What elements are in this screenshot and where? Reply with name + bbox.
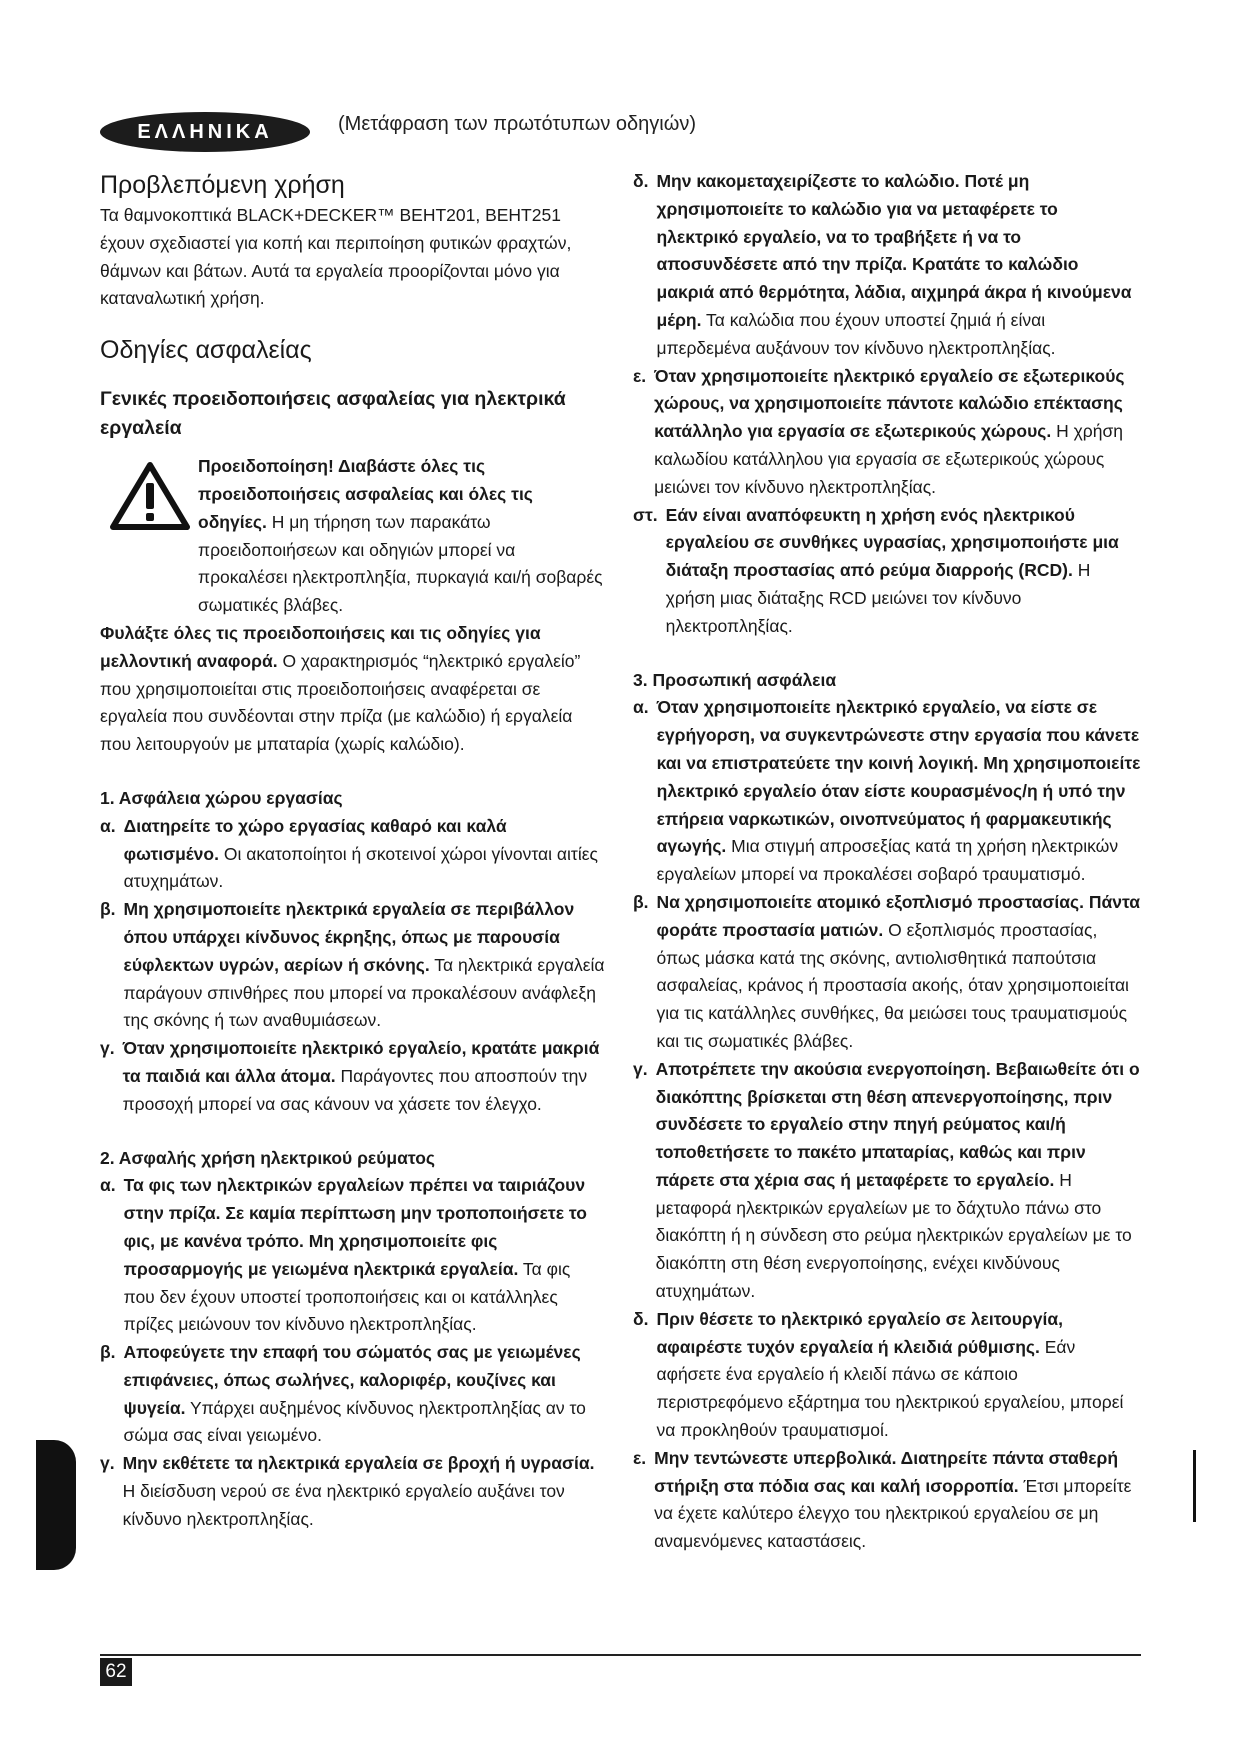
left-column bbox=[100, 168, 605, 1534]
list-item: ε. Μην τεντώνεστε υπερβολικά. Διατηρείτε πάντα σταθερή στήριξη στα πόδια σας και καλή ισορροπία. Έτσι μπορείτε να έχετε καλύτερο έλεγχο του ηλεκτρικού εργαλείου σε μη αναμενόμενες καταστάσεις. bbox=[633, 1447, 1132, 1552]
list-item: β. Αποφεύγετε την επαφή του σώματός σας με γειωμένες επιφάνειες, όπως σωλήνες, καλοριφέρ, κουζίνες και ψυγεία. Υπάρχει αυξημένος κίνδυνος ηλεκτροπληξίας αν το σώμα σας είναι γειωμένο. bbox=[100, 1342, 586, 1446]
section-3-title: 3. Προσωπική ασφάλεια bbox=[633, 669, 837, 690]
list-item: ε. Όταν χρησιμοποιείτε ηλεκτρικό εργαλείο σε εξωτερικούς χώρους, να χρησιμοποιείτε πάντοτε καλώδιο επέκτασης κατάλληλο για εργασία σε εξωτερικούς χώρους. Η χρήση καλωδίου κατάλληλου για εργασία σε εξωτερικούς χώρους μειώνει τον κίνδυνο ηλεκτροπληξίας. bbox=[633, 365, 1125, 497]
list-item: α. Διατηρείτε το χώρο εργασίας καθαρό και καλά φωτισμένο. Οι ακατοποίητοι ή σκοτεινοί χώροι γίνονται αιτίες ατυχημάτων. bbox=[100, 815, 598, 892]
footer-rule bbox=[100, 1654, 1141, 1656]
page-number: 62 bbox=[100, 1658, 132, 1686]
intended-use-text: Τα θαμνοκοπτικά BLACK+DECKER™ BEHT201, BEHT251 έχουν σχεδιαστεί για κοπή και περιποίηση φυτικών φραχτών, θάμνων και βάτων. Αυτά τα εργαλεία προορίζονται μόνο για καταναλωτική χρήση. bbox=[100, 205, 572, 309]
translation-note: (Μετάφραση των πρωτότυπων οδηγιών) bbox=[338, 113, 697, 135]
keep-instructions-text: Ο χαρακτηρισμός “ηλεκτρικό εργαλείο” που χρησιμοποιείται στις προειδοποιήσεις αναφέρεται σε εργαλεία που συνδέονται στην πρίζα (με καλώδιο) ή εργαλεία που λειτουργούν με μπαταρία (χωρίς καλώδιο). bbox=[100, 650, 581, 755]
section-2-title: 2. Ασφαλής χρήση ηλεκτρικού ρεύματος bbox=[100, 1147, 435, 1168]
warning-bold: Προειδοποίηση! Διαβάστε όλες τις προειδοποιήσεις ασφαλείας και όλες τις οδηγίες. bbox=[198, 456, 533, 532]
right-column bbox=[633, 168, 1141, 1556]
list-item: α. Όταν χρησιμοποιείτε ηλεκτρικό εργαλείο, να είστε σε εγρήγορση, να συγκεντρώνεστε στην εργασία που κάνετε και να επιστρατεύετε την κοινή λογική. Μη χρησιμοποιείτε ηλεκτρικό εργαλείο όταν είστε κουρασμένος/η ή υπό την επήρεια ναρκωτικών, οινοπνεύματος ή φαρμακευτικής αγωγής. Μια στιγμή απροσεξίας κατά τη χρήση ηλεκτρικών εργαλείων μπορεί να προκαλέσει σοβαρό τραυματισμό. bbox=[633, 697, 1141, 885]
list-item: β. Μη χρησιμοποιείτε ηλεκτρικά εργαλεία σε περιβάλλον όπου υπάρχει κίνδυνος έκρηξης, όπως με παρουσία εύφλεκτων υγρών, αερίων ή σκόνης. Τα ηλεκτρικά εργαλεία παράγουν σπινθήρες που μπορεί να προκαλέσουν ανάφλεξη της σκόνης ή των αναθυμιάσεων. bbox=[100, 899, 605, 1031]
list-item: α. Τα φις των ηλεκτρικών εργαλείων πρέπει να ταιριάζουν στην πρίζα. Σε καμία περίπτωση μην τροποποιήσετε το φις, με κανένα τρόπο. Μη χρησιμοποιείτε φις προσαρμογής με γειωμένα ηλεκτρικά εργαλεία. Τα φις που δεν έχουν υποστεί τροποποιήσεις και οι κατάλληλες πρίζες μειώνουν τον κίνδυνο ηλεκτροπληξίας. bbox=[100, 1175, 587, 1335]
keep-instructions-bold: Φυλάξτε όλες τις προειδοποιήσεις και τις οδηγίες για μελλοντική αναφορά. bbox=[100, 622, 541, 671]
warning-block bbox=[100, 453, 605, 620]
safety-title: Οδηγίες ασφαλείας bbox=[100, 336, 312, 365]
general-warnings-title: Γενικές προειδοποιήσεις ασφαλείας για ηλεκτρικά εργαλεία bbox=[100, 388, 566, 440]
list-item: γ. Αποτρέπετε την ακούσια ενεργοποίηση. Βεβαιωθείτε ότι ο διακόπτης βρίσκεται στη θέση απενεργοποίησης, πριν συνδέσετε το εργαλείο στην πηγή ρεύματος και/ή τοποθετήσετε το πακέτο μπαταρίας, καθώς και πριν πάρετε στα χέρια σας ή μεταφέρετε το εργαλείο. Η μεταφορά ηλεκτρικών εργαλείων με το δάχτυλο πάνω στο διακόπτη ή η σύνδεση στο ρεύμα ηλεκτρικών εργαλείων με το διακόπτη στη θέση ενεργοποίησης, ενέχει κινδύνους ατυχημάτων. bbox=[633, 1058, 1140, 1302]
warning-triangle-icon bbox=[110, 453, 195, 620]
warning-text: Η μη τήρηση των παρακάτω προειδοποιήσεων και οδηγιών μπορεί να προκαλέσει ηλεκτροπληξία, πυρκαγιά και/ή σοβαρές σωματικές βλάβες. bbox=[198, 511, 603, 616]
list-item: δ. Πριν θέσετε το ηλεκτρικό εργαλείο σε λειτουργία, αφαιρέστε τυχόν εργαλεία ή κλειδιά ρύθμισης. Εάν αφήσετε ένα εργαλείο ή κλειδί πάνω σε κάποιο περιστρεφόμενο εξάρτημα του ηλεκτρικού εργαλείου, μπορεί να προκληθούν τραυματισμοί. bbox=[633, 1308, 1124, 1441]
list-item: γ. Μην εκθέτετε τα ηλεκτρικά εργαλεία σε βροχή ή υγρασία. Η διείσδυση νερού σε ένα ηλεκτρικό εργαλείο αυξάνει τον κίνδυνο ηλεκτροπληξίας. bbox=[100, 1453, 595, 1529]
section-1-title: 1. Ασφάλεια χώρου εργασίας bbox=[100, 787, 343, 808]
list-item: β. Να χρησιμοποιείτε ατομικό εξοπλισμό προστασίας. Πάντα φοράτε προστασία ματιών. Ο εξοπλισμός προστασίας, όπως μάσκα κατά της σκόνης, αντιολισθητικά παπούτσια ασφαλείας, κράνος ή προστασία ακοής, όταν χρησιμοποιείται για τις κατάλληλες συνθήκες, θα μειώσει τους τραυματισμούς και τις σωματικές βλάβες. bbox=[633, 891, 1141, 1051]
list-item: δ. Μην κακομεταχειρίζεστε το καλώδιο. Ποτέ μη χρησιμοποιείτε το καλώδιο για να μεταφέρετε το ηλεκτρικό εργαλείο, να το τραβήξετε ή να το αποσυνδέσετε από την πρίζα. Κρατάτε το καλώδιο μακριά από θερμότητα, λάδια, αιχμηρά άκρα ή κινούμενα μέρη. Τα καλώδια που έχουν υποστεί ζημιά ή είναι μπερδεμένα αυξάνουν τον κίνδυνο ηλεκτροπληξίας. bbox=[633, 171, 1132, 358]
list-item: γ. Όταν χρησιμοποιείτε ηλεκτρικό εργαλείο, κρατάτε μακριά τα παιδιά και άλλα άτομα. Παράγοντες που αποσπούν την προσοχή μπορεί να σας κάνουν να χάσετε τον έλεγχο. bbox=[100, 1038, 600, 1114]
language-badge: ΕΛΛΗΝΙΚΑ bbox=[100, 112, 310, 152]
intended-use-title: Προβλεπόμενη χρήση bbox=[100, 171, 345, 199]
list-item: στ. Εάν είναι αναπόφευκτη η χρήση ενός ηλεκτρικού εργαλείου σε συνθήκες υγρασίας, χρησιμοποιήστε μια διάταξη προστασίας από ρεύμα διαρροής (RCD). Η χρήση μιας διάταξης RCD μειώνει τον κίνδυνο ηλεκτροπληξίας. bbox=[633, 504, 1119, 636]
change-bar bbox=[1193, 1450, 1196, 1522]
chapter-tab-marker bbox=[36, 1440, 76, 1570]
